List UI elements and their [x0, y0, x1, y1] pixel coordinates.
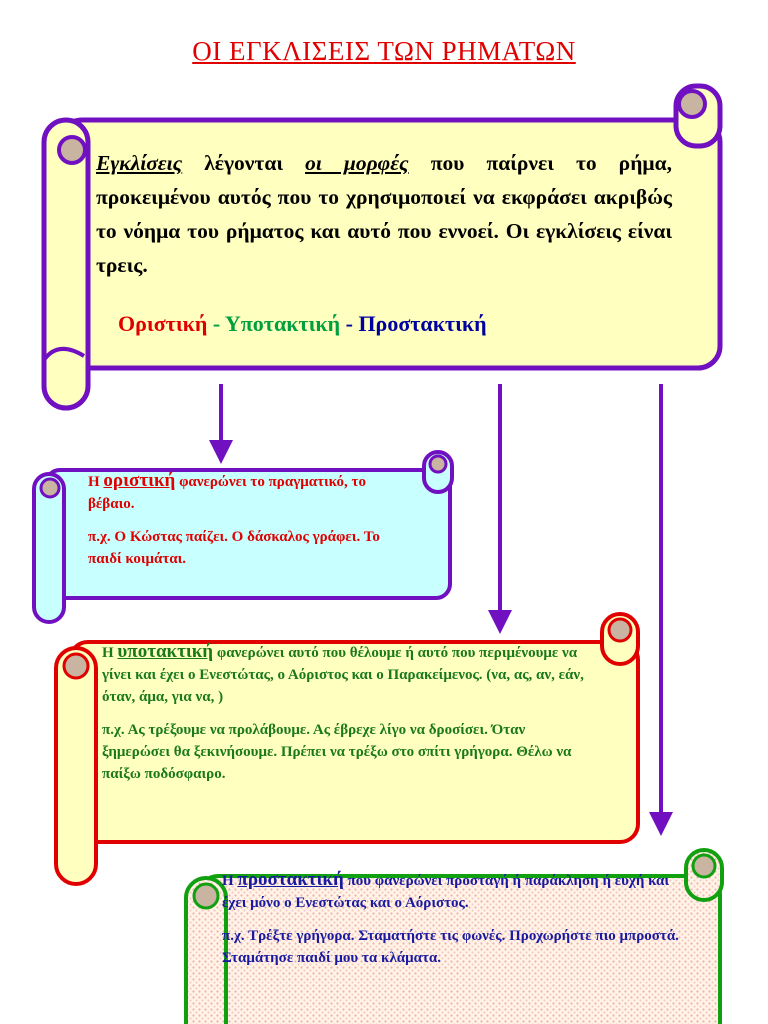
mood-ypotaktiki: Υποτακτική: [224, 311, 341, 336]
definition-rest: που φανερώνει προσταγή ή παράκληση ή ευχή και έχει μόνο ο Ενεστώτας και ο Αόριστος.: [222, 873, 670, 911]
intro-text-part: που παίρνει το ρήμα, προκειμένου αυτός που το χρησιμοποιεί να εκφράσει ακριβώς το νόημα του ρήματος και αυτό που εννοεί. Οι εγκλίσεις είναι τρεις.: [96, 151, 672, 277]
keyword-prostaktiki: προστακτική: [237, 869, 344, 890]
box-oristiki-text: [88, 470, 408, 581]
mood-prostaktiki: Προστακτική: [358, 311, 487, 336]
definition-rest: φανερώνει το πραγματικό, το βέβαιο.: [88, 474, 366, 512]
box-oristiki-example: π.χ. Ο Κώστας παίζει. Ο δάσκαλος γράφει. Το παιδί κοιμάται.: [88, 529, 380, 567]
box-prostaktiki-text: [222, 869, 692, 980]
keyword-oristiki: οριστική: [103, 470, 176, 491]
moods-list: [118, 311, 487, 337]
page-title: ΟΙ ΕΓΚΛΙΣΕΙΣ ΤΩΝ ΡΗΜΑΤΩΝ: [192, 36, 576, 66]
intro-text: [96, 146, 672, 282]
definition-prefix: Η: [88, 474, 104, 490]
intro-text-part: λέγονται: [182, 151, 306, 175]
box-ypotaktiki-definition: [102, 641, 592, 708]
box-prostaktiki-example: π.χ. Τρέξτε γρήγορα. Σταματήστε τις φωνές. Προχωρήστε πιο μπροστά. Σταμάτησε παιδί μου τα κλάματα.: [222, 928, 679, 966]
definition-prefix: Η: [102, 645, 118, 661]
box-ypotaktiki-text: [102, 641, 592, 796]
mood-oristiki: Οριστική: [118, 311, 208, 336]
definition-rest: φανερώνει αυτό που θέλουμε ή αυτό που περιμένουμε να γίνει και έχει ο Ενεστώτας, ο Αόριστος και ο Παρακείμενος. (να, ας, αν, εάν, όταν, άμα, για να, ): [102, 645, 584, 705]
definition-prefix: Η: [222, 873, 238, 889]
keyword-ypotaktiki: υποτακτική: [117, 641, 214, 662]
box-oristiki-definition: [88, 470, 408, 515]
intro-term-morfes: οι μορφές: [305, 151, 409, 175]
intro-term-egkliseis: Εγκλίσεις: [96, 151, 183, 175]
mood-separator: -: [340, 311, 359, 336]
box-prostaktiki-definition: [222, 869, 692, 914]
box-ypotaktiki-example: π.χ. Ας τρέξουμε να προλάβουμε. Ας έβρεχε λίγο να δροσίσει. Όταν ξημερώσει θα ξεκινήσουμε. Πρέπει να τρέξω στο σπίτι γρήγορα. Θέλω να παίξω ποδόσφαιρο.: [102, 722, 572, 782]
mood-separator: -: [207, 311, 225, 336]
